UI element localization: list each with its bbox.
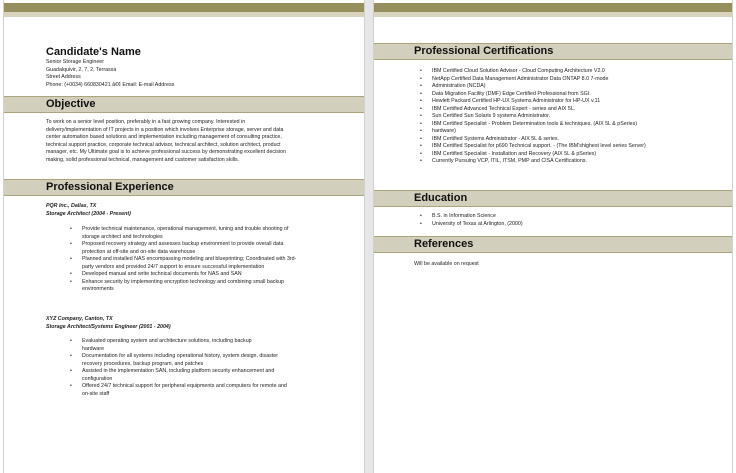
references-title: References: [414, 238, 474, 250]
bullet-text: Proposed recovery strategy and assesses backup environment to provide overall data: [82, 241, 284, 247]
certification-item: [420, 113, 725, 121]
bullet-icon: •: [70, 256, 72, 262]
certifications-block: [420, 68, 725, 166]
page-gap: [365, 0, 373, 473]
resume-page-1: [3, 0, 365, 473]
education-header: [374, 190, 732, 207]
job-2-bullets: [70, 338, 340, 398]
bullet-icon: •: [420, 220, 422, 227]
certification-item: [420, 68, 725, 76]
bullet-icon: •: [420, 213, 422, 219]
certification-text: IBM Certified Systems Administrator - AIX 5L & series.: [432, 135, 559, 142]
certification-text: Administration (NCDA): [432, 83, 486, 89]
bullet-icon: •: [70, 368, 72, 374]
address-line-2: Street Address: [46, 74, 81, 80]
bullet-icon: •: [70, 278, 72, 285]
certification-text: NetApp Certified Data Management Administrator Data ONTAP 8.0 7-mode: [432, 75, 609, 82]
bullet-text: Provide technical maintenance, operational management, tuning and trouble shooting of: [82, 226, 289, 232]
certification-item: [420, 121, 725, 129]
bullet-icon: •: [70, 383, 72, 389]
bullet-text: hardware: [82, 345, 105, 352]
certification-text: hardware): [432, 128, 456, 134]
bullet-text: party vendors and provided 24/7 support to ensure successful implementation: [82, 263, 265, 270]
bullet-icon: •: [420, 83, 422, 89]
certification-text: IBM Certified Advanced Technical Expert - series and AIX 5L.: [432, 105, 576, 112]
top-band: [4, 3, 364, 12]
address-line-1: Guadalquivir, 2, 7, 2, Terrassa: [46, 66, 117, 73]
bullet-text: protection at off-site and on-site data warehouse: [82, 248, 196, 255]
bullet-text: Evaluated operating system and architecture solutions, including backup: [82, 338, 252, 344]
bullet-text: environments: [82, 286, 114, 292]
bullet-icon: •: [70, 338, 72, 344]
job-1-company: PQR Inc., Dallas, TX: [46, 203, 97, 209]
experience-bullet: [70, 383, 340, 398]
bullet-icon: •: [420, 90, 422, 97]
bullet-icon: •: [420, 75, 422, 82]
education-title: Education: [414, 192, 468, 204]
bullet-icon: •: [70, 271, 72, 277]
experience-header: [4, 179, 364, 196]
certification-item: [420, 136, 725, 144]
certification-item: [420, 83, 725, 91]
bullet-icon: •: [70, 226, 72, 232]
job-1-role: Storage Architect (2004 - Present): [46, 210, 131, 217]
bullet-icon: •: [420, 128, 422, 134]
certification-text: Data Migration Facility (DMF) Edge Certified Professional from SGI.: [432, 90, 591, 97]
education-item: [420, 213, 720, 221]
certification-text: Currently Pursuing VCP, ITIL, ITSM, PMP and CISA Certifications.: [432, 158, 587, 164]
experience-title: Professional Experience: [46, 181, 174, 193]
bullet-icon: •: [420, 158, 422, 164]
bullet-text: Planned and installed NAS encompassing modeling and blueprinting; Coordinated with 3rd-: [82, 256, 297, 262]
references-header: [374, 236, 732, 253]
objective-line: delivery/implementation of IT projects in a position which involves Enterprise storage, server and data: [46, 126, 284, 133]
experience-bullet: [70, 353, 340, 368]
certifications-header: [374, 43, 732, 60]
certification-text: Sun Certified Sun Solaris 9 systems Administrator.: [432, 113, 551, 119]
top-band-accent: [374, 12, 732, 17]
objective-line: technical support practice, corporate technical advisor, technical architect, solution architect, product: [46, 141, 281, 148]
experience-bullet: [70, 338, 340, 353]
resume-page-2: [373, 0, 733, 473]
certification-item: [420, 143, 725, 151]
references-text: Will be available on request: [414, 261, 479, 267]
bullet-icon: •: [420, 135, 422, 142]
certification-text: IBM Certified Cloud Solution Advisor - Cloud Computing Architecture V2.0: [432, 68, 605, 74]
objective-title: Objective: [46, 98, 96, 110]
certification-item: [420, 91, 725, 99]
top-band-accent: [4, 12, 364, 17]
education-text: University of Texas at Arlington, (2000): [432, 220, 523, 227]
education-block: [420, 213, 720, 228]
experience-bullet: [70, 279, 340, 294]
job-2-role: Storage Architect/Systems Engineer (2001 - 2004): [46, 323, 171, 330]
bullet-icon: •: [70, 241, 72, 247]
certifications-title: Professional Certifications: [414, 45, 554, 57]
bullet-icon: •: [420, 105, 422, 112]
experience-bullet: [70, 368, 340, 383]
certification-item: [420, 106, 725, 114]
job-1-bullets: [70, 226, 340, 294]
education-item: [420, 221, 720, 229]
bullet-text: on-site staff: [82, 390, 110, 397]
objective-text: [46, 119, 346, 164]
objective-line: manager, etc. My Ultimate goal is to achieve professional success by demonstrating excellent decision: [46, 149, 286, 155]
top-band: [374, 3, 732, 12]
bullet-text: Documentation for all systems including operational history, system design, disaster: [82, 353, 278, 359]
objective-line: To work on a senior level position, preferably in a fast growing company. Interested in: [46, 119, 246, 125]
experience-bullet: [70, 226, 340, 241]
certification-item: [420, 151, 725, 159]
education-list: [420, 213, 720, 228]
bullet-icon: •: [70, 353, 72, 359]
bullet-text: Assisted in the implementation SAN, including platform security enhancement and: [82, 368, 275, 374]
bullet-text: storage architect and technologies: [82, 233, 163, 240]
education-text: B.S. in Information Science: [432, 213, 496, 219]
bullet-icon: •: [420, 98, 422, 104]
job-2-company: XYZ Company, Canton, TX: [46, 316, 113, 322]
objective-header: [4, 96, 364, 113]
job-2-bullet-list: [70, 338, 340, 398]
certification-item: [420, 76, 725, 84]
bullet-text: Offered 24/7 technical support for peripheral equipments and computers for remote and: [82, 383, 287, 389]
certification-text: IBM Certified Specialist for p690 Technical support. - (The IBM'shighest level series Server): [432, 143, 646, 149]
certification-text: IBM Certified Specialist - Installation and Recovery (AIX 5L & pSeries): [432, 150, 597, 157]
bullet-text: Developed manual and write technical documents for NAS and SAN: [82, 271, 242, 277]
bullet-text: recovery procedures, backup program, and patches: [82, 360, 204, 367]
experience-bullet: [70, 271, 340, 279]
bullet-icon: •: [420, 143, 422, 149]
certification-item: [420, 158, 725, 166]
job-title: Senior Storage Engineer: [46, 59, 105, 65]
bullet-text: configuration: [82, 375, 113, 382]
candidate-name: Candidate's Name: [46, 46, 141, 58]
certification-text: IBM Certified Specialist - Problem Determination tools & techniques. (AIX 5L & pSeries): [432, 120, 637, 127]
job-1-bullet-list: [70, 226, 340, 294]
experience-bullet: [70, 256, 340, 271]
bullet-icon: •: [420, 68, 422, 74]
contact-line: Phone: (+0034) 660830421 â€¢ Email: E-mail Address: [46, 81, 175, 88]
bullet-text: Enhance security by implementing encryption technology and combining small backup: [82, 278, 284, 285]
certification-item: [420, 128, 725, 136]
certification-item: [420, 98, 725, 106]
certification-text: Hewlett Packard Certified HP-UX Systems Administrator for HP-UX v.11: [432, 98, 601, 104]
bullet-icon: •: [420, 120, 422, 127]
experience-bullet: [70, 241, 340, 256]
certifications-list: [420, 68, 725, 166]
objective-line: center automation based solutions and implementation including management of consulting practice,: [46, 134, 282, 140]
bullet-icon: •: [420, 150, 422, 157]
objective-line: making, solid professional technical, management and customer satisfaction skills.: [46, 156, 240, 163]
bullet-icon: •: [420, 113, 422, 119]
